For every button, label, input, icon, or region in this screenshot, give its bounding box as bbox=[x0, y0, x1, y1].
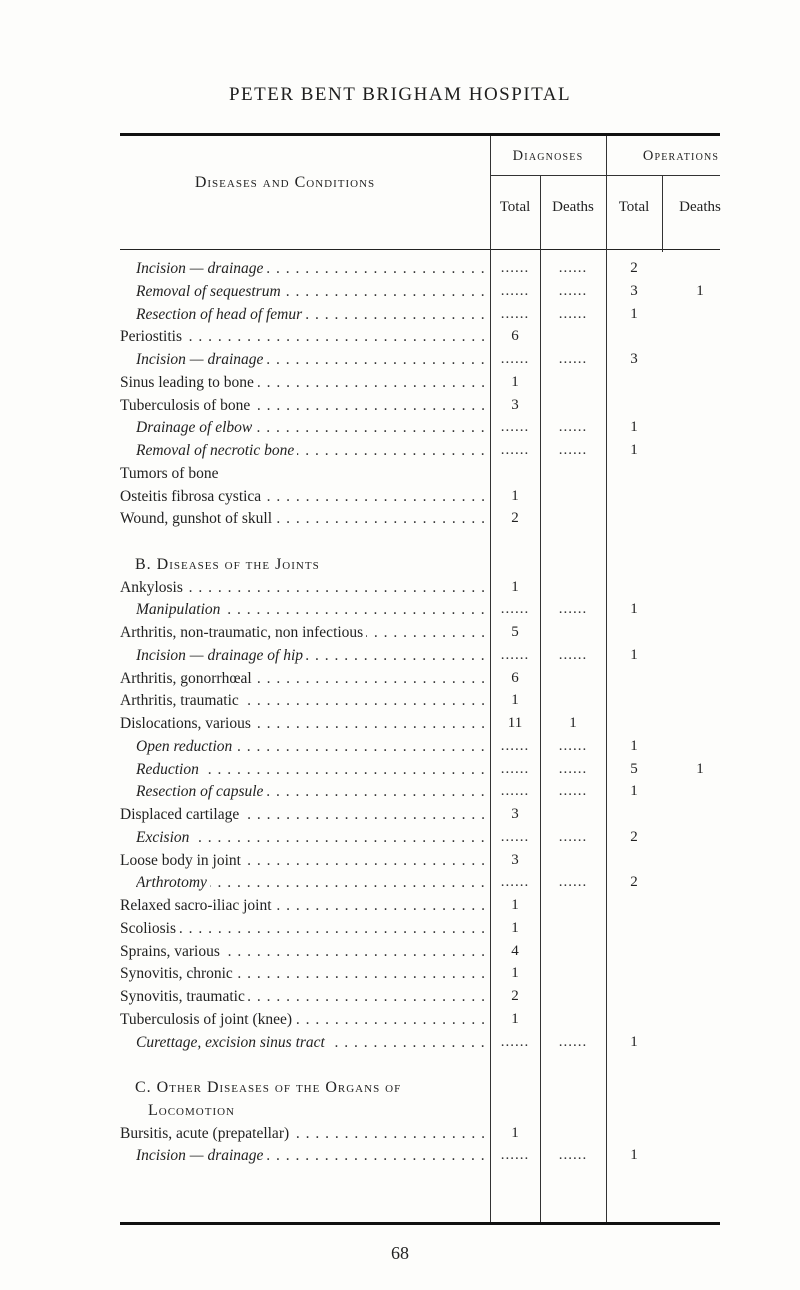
row-label bbox=[120, 485, 490, 508]
op-deaths-cell bbox=[662, 871, 738, 894]
row-label bbox=[136, 439, 490, 462]
row-label-text: C. Other Diseases of the Organs of bbox=[135, 1079, 404, 1096]
op-deaths-cell bbox=[662, 257, 738, 280]
row-label-text: Synovitis, traumatic bbox=[120, 988, 248, 1005]
op-total-cell bbox=[606, 894, 662, 917]
op-total-cell: 1 bbox=[630, 783, 638, 800]
row-label bbox=[136, 280, 490, 303]
table-row bbox=[0, 394, 800, 417]
op-deaths-cell bbox=[662, 803, 738, 826]
col-diag-deaths: Deaths bbox=[552, 199, 594, 215]
row-label-text: Removal of sequestrum bbox=[136, 283, 284, 300]
table-row bbox=[0, 485, 800, 508]
diag-deaths-cell bbox=[540, 325, 606, 348]
row-label bbox=[120, 371, 490, 394]
diag-deaths-cell: ...... bbox=[558, 442, 588, 458]
diag-deaths-cell bbox=[540, 689, 606, 712]
diag-deaths-cell bbox=[540, 917, 606, 940]
table-row bbox=[0, 621, 800, 644]
table-bottom-rule bbox=[120, 1222, 720, 1225]
op-total-cell bbox=[606, 689, 662, 712]
table-row bbox=[0, 712, 800, 735]
row-label bbox=[120, 894, 490, 917]
table-row bbox=[0, 1031, 800, 1054]
diag-total-cell: ...... bbox=[500, 760, 530, 777]
row-label bbox=[120, 917, 490, 940]
table-row bbox=[0, 462, 800, 485]
diag-total-cell: 1 bbox=[511, 897, 519, 913]
diag-deaths-cell: ...... bbox=[558, 419, 588, 436]
op-total-cell bbox=[606, 485, 662, 508]
diag-deaths-cell: ...... bbox=[558, 305, 588, 322]
op-deaths-cell bbox=[662, 576, 738, 599]
col-diag-total: Total bbox=[499, 199, 531, 215]
diag-total-cell: ...... bbox=[500, 282, 530, 299]
row-label bbox=[136, 257, 490, 280]
diag-total-cell: ...... bbox=[500, 828, 530, 845]
table-row bbox=[0, 1122, 800, 1145]
op-total-cell bbox=[606, 962, 662, 985]
row-label-text: Wound, gunshot of skull bbox=[120, 510, 275, 527]
op-total-cell: 1 bbox=[630, 305, 638, 322]
diag-deaths-cell bbox=[540, 1008, 606, 1031]
table-row bbox=[0, 917, 800, 940]
op-total-cell: 1 bbox=[630, 646, 638, 663]
table-top-rule bbox=[120, 133, 720, 136]
row-label-text: Dislocations, various bbox=[120, 715, 254, 732]
op-total-cell: 1 bbox=[630, 1147, 638, 1164]
table-row bbox=[0, 303, 800, 326]
row-label-text: Arthritis, gonorrhœal bbox=[120, 670, 255, 687]
diag-total-cell: 5 bbox=[511, 624, 519, 640]
diag-deaths-cell bbox=[540, 985, 606, 1008]
table-row bbox=[0, 894, 800, 917]
op-deaths-cell bbox=[662, 439, 738, 462]
op-deaths-cell bbox=[662, 1008, 738, 1031]
table-row bbox=[0, 257, 800, 280]
op-deaths-cell bbox=[662, 689, 738, 712]
op-total-cell: 1 bbox=[630, 1033, 638, 1050]
diag-deaths-cell bbox=[540, 940, 606, 963]
op-deaths-cell bbox=[662, 667, 738, 690]
row-label-text: Ankylosis bbox=[120, 579, 186, 596]
row-label-text: Relaxed sacro-iliac joint bbox=[120, 897, 275, 914]
row-label bbox=[136, 303, 490, 326]
diagnoses-header: Diagnoses bbox=[512, 148, 584, 164]
op-deaths-cell bbox=[662, 416, 738, 439]
row-label-text: Curettage, excision sinus tract bbox=[136, 1034, 328, 1051]
operations-subrule bbox=[606, 175, 720, 176]
table-row bbox=[0, 689, 800, 712]
row-label bbox=[136, 598, 490, 621]
diag-deaths-cell: ...... bbox=[558, 1033, 588, 1050]
table-row bbox=[0, 735, 800, 758]
op-deaths-cell bbox=[662, 371, 738, 394]
row-label bbox=[135, 1076, 490, 1099]
op-total-cell: 3 bbox=[630, 282, 638, 299]
op-deaths-cell bbox=[662, 940, 738, 963]
op-total-cell: 1 bbox=[630, 419, 638, 436]
op-total-cell bbox=[606, 712, 662, 735]
diag-deaths-cell bbox=[540, 507, 606, 530]
row-label-text: Periostitis bbox=[120, 328, 185, 345]
diag-deaths-cell bbox=[540, 1122, 606, 1145]
diag-total-cell: ...... bbox=[500, 442, 530, 458]
diag-deaths-cell: ...... bbox=[558, 646, 588, 663]
row-label bbox=[120, 507, 490, 530]
row-label-text: Reduction bbox=[136, 761, 202, 778]
row-label bbox=[120, 962, 490, 985]
row-label-text: Tuberculosis of joint (knee) bbox=[120, 1011, 295, 1028]
section-heading bbox=[0, 1099, 800, 1122]
op-total-cell: 2 bbox=[630, 874, 638, 891]
table-row bbox=[0, 826, 800, 849]
row-label-text: Open reduction bbox=[136, 738, 235, 755]
diag-deaths-cell: ...... bbox=[558, 351, 588, 367]
diag-total-cell: 3 bbox=[511, 806, 519, 822]
row-label-text: Arthritis, non-traumatic, non infectious bbox=[120, 624, 366, 641]
op-total-cell: 1 bbox=[630, 442, 638, 458]
spacer-row bbox=[0, 530, 800, 553]
row-label bbox=[120, 689, 490, 712]
row-label-text: Sprains, various bbox=[120, 943, 223, 960]
diag-total-cell: ...... bbox=[500, 1033, 530, 1050]
op-total-cell bbox=[606, 621, 662, 644]
row-label bbox=[136, 644, 490, 667]
table-row bbox=[0, 598, 800, 621]
diag-deaths-cell: ...... bbox=[558, 783, 588, 800]
op-total-cell: 5 bbox=[630, 760, 638, 777]
op-total-cell bbox=[606, 667, 662, 690]
diag-total-cell: ...... bbox=[500, 601, 530, 618]
diag-deaths-cell bbox=[540, 849, 606, 872]
row-label bbox=[120, 462, 490, 485]
diag-total-cell: 1 bbox=[511, 692, 519, 709]
row-label-text: Manipulation bbox=[136, 601, 223, 618]
op-total-cell: 2 bbox=[630, 260, 638, 276]
op-total-cell bbox=[606, 1122, 662, 1145]
diag-total-cell: ...... bbox=[500, 351, 530, 367]
op-total-cell: 2 bbox=[630, 828, 638, 845]
diag-total-cell: 11 bbox=[507, 715, 523, 731]
row-label-text: Osteitis fibrosa cystica bbox=[120, 488, 264, 505]
op-deaths-cell bbox=[662, 826, 738, 849]
row-label bbox=[136, 416, 490, 439]
diag-deaths-cell bbox=[540, 485, 606, 508]
diag-deaths-cell bbox=[540, 576, 606, 599]
row-label-text: Excision bbox=[136, 829, 192, 846]
table-row bbox=[0, 439, 800, 462]
table-row bbox=[0, 416, 800, 439]
spacer-row bbox=[0, 1053, 800, 1076]
op-deaths-cell: 1 bbox=[696, 282, 704, 299]
op-deaths-cell bbox=[662, 849, 738, 872]
row-label bbox=[120, 1008, 490, 1031]
row-label bbox=[120, 394, 490, 417]
op-total-cell: 3 bbox=[630, 351, 638, 367]
diag-total-cell: ...... bbox=[500, 874, 530, 891]
table-row bbox=[0, 849, 800, 872]
op-total-cell bbox=[606, 371, 662, 394]
op-total-cell bbox=[606, 940, 662, 963]
diagnoses-subrule bbox=[490, 175, 606, 176]
row-label bbox=[120, 576, 490, 599]
diag-deaths-cell bbox=[540, 803, 606, 826]
row-label bbox=[120, 1122, 490, 1145]
page-header: PETER BENT BRIGHAM HOSPITAL bbox=[228, 84, 572, 105]
op-total-cell: 1 bbox=[630, 601, 638, 618]
diag-deaths-cell bbox=[540, 667, 606, 690]
diag-deaths-cell bbox=[540, 962, 606, 985]
table-row bbox=[0, 871, 800, 894]
op-deaths-cell: 1 bbox=[696, 760, 704, 777]
row-label bbox=[136, 780, 490, 803]
diag-deaths-cell bbox=[540, 371, 606, 394]
row-label-text: Loose body in joint bbox=[120, 852, 244, 869]
op-deaths-cell bbox=[662, 507, 738, 530]
row-label-text: Locomotion bbox=[148, 1102, 238, 1119]
diag-total-cell: 1 bbox=[511, 373, 519, 390]
table-row bbox=[0, 371, 800, 394]
diag-deaths-cell: ...... bbox=[558, 260, 588, 276]
op-deaths-cell bbox=[662, 621, 738, 644]
op-deaths-cell bbox=[662, 598, 738, 621]
diag-total-cell: ...... bbox=[500, 737, 530, 754]
col-op-total: Total bbox=[618, 199, 650, 215]
op-total-cell bbox=[606, 576, 662, 599]
table-row bbox=[0, 576, 800, 599]
row-label-text: Displaced cartilage bbox=[120, 806, 242, 823]
diag-total-cell: ...... bbox=[500, 260, 530, 276]
table-row bbox=[0, 507, 800, 530]
row-label-text: Sinus leading to bone bbox=[120, 374, 257, 391]
row-label bbox=[136, 871, 490, 894]
table-row bbox=[0, 803, 800, 826]
table-row bbox=[0, 780, 800, 803]
op-total-cell bbox=[606, 325, 662, 348]
op-deaths-cell bbox=[662, 644, 738, 667]
diag-deaths-cell bbox=[540, 621, 606, 644]
row-label-text: Resection of capsule bbox=[136, 783, 266, 800]
diag-total-cell: 3 bbox=[511, 396, 519, 413]
op-deaths-cell bbox=[662, 1144, 738, 1167]
diag-total-cell: 2 bbox=[511, 510, 519, 527]
row-label bbox=[148, 1099, 490, 1122]
op-deaths-cell bbox=[662, 985, 738, 1008]
row-label bbox=[136, 735, 490, 758]
diag-total-cell: 1 bbox=[511, 965, 519, 982]
row-label-text: Removal of necrotic bone bbox=[136, 442, 297, 459]
diag-total-cell: ...... bbox=[500, 783, 530, 800]
op-deaths-cell bbox=[662, 735, 738, 758]
diag-deaths-cell: ...... bbox=[558, 828, 588, 845]
op-total-cell bbox=[606, 985, 662, 1008]
diag-total-cell: 1 bbox=[511, 1010, 519, 1027]
diag-total-cell: 6 bbox=[511, 669, 519, 686]
diag-total-cell: ...... bbox=[500, 305, 530, 322]
op-deaths-cell bbox=[662, 1031, 738, 1054]
row-label-text: Resection of head of femur bbox=[136, 306, 305, 323]
operations-header: Operations bbox=[642, 148, 720, 164]
op-deaths-cell bbox=[662, 325, 738, 348]
row-label-text: Drainage of elbow bbox=[136, 419, 255, 436]
op-deaths-cell bbox=[662, 780, 738, 803]
row-label bbox=[136, 1031, 490, 1054]
col-op-deaths: Deaths bbox=[679, 199, 721, 215]
table-row bbox=[0, 758, 800, 781]
row-label bbox=[120, 325, 490, 348]
stub-header: Diseases and Conditions bbox=[194, 174, 376, 191]
row-label-text: Incision — drainage bbox=[136, 260, 266, 277]
row-label-text: Arthritis, traumatic bbox=[120, 692, 242, 709]
diag-total-cell: 6 bbox=[511, 328, 519, 345]
op-total-cell bbox=[606, 917, 662, 940]
row-label bbox=[120, 667, 490, 690]
diag-total-cell: 4 bbox=[511, 942, 519, 959]
row-label bbox=[120, 621, 490, 644]
diag-total-cell: 1 bbox=[511, 578, 519, 595]
table-row bbox=[0, 667, 800, 690]
diag-total-cell: 1 bbox=[511, 1124, 519, 1141]
op-deaths-cell bbox=[662, 712, 738, 735]
op-total-cell: 1 bbox=[630, 737, 638, 754]
table-row bbox=[0, 962, 800, 985]
diag-total-cell: 1 bbox=[511, 487, 519, 504]
row-label-text: Tumors of bone bbox=[120, 465, 221, 482]
table-row bbox=[0, 644, 800, 667]
op-deaths-cell bbox=[662, 894, 738, 917]
table-row bbox=[0, 280, 800, 303]
row-label bbox=[120, 985, 490, 1008]
diag-deaths-cell: 1 bbox=[569, 715, 577, 731]
diag-total-cell: 3 bbox=[511, 851, 519, 868]
diag-total-cell: 2 bbox=[511, 988, 519, 1004]
row-label bbox=[136, 1144, 490, 1167]
page-number: 68 bbox=[391, 1243, 409, 1263]
row-label-text: Scoliosis bbox=[120, 920, 179, 937]
diag-deaths-cell bbox=[540, 394, 606, 417]
op-deaths-cell bbox=[662, 394, 738, 417]
op-deaths-cell bbox=[662, 303, 738, 326]
op-total-cell bbox=[606, 394, 662, 417]
row-label bbox=[120, 849, 490, 872]
row-label-text: Incision — drainage bbox=[136, 351, 266, 368]
row-label bbox=[120, 712, 490, 735]
op-deaths-cell bbox=[662, 917, 738, 940]
row-label bbox=[136, 758, 490, 781]
row-label-text: Bursitis, acute (prepatellar) bbox=[120, 1125, 292, 1142]
diag-deaths-cell bbox=[540, 894, 606, 917]
row-label-text: Incision — drainage of hip bbox=[136, 647, 306, 664]
diag-deaths-cell: ...... bbox=[558, 1147, 588, 1164]
diag-deaths-cell: ...... bbox=[558, 601, 588, 618]
diag-total-cell: ...... bbox=[500, 419, 530, 436]
diag-total-cell: ...... bbox=[500, 1147, 530, 1164]
diag-total-cell: ...... bbox=[500, 646, 530, 663]
op-deaths-cell bbox=[662, 348, 738, 371]
section-heading bbox=[0, 1076, 800, 1099]
section-heading bbox=[0, 553, 800, 576]
row-label-text: Incision — drainage bbox=[136, 1147, 266, 1164]
op-deaths-cell bbox=[662, 962, 738, 985]
table-row bbox=[0, 985, 800, 1008]
diag-total-cell: 1 bbox=[511, 919, 519, 936]
table-row bbox=[0, 1144, 800, 1167]
row-label bbox=[120, 940, 490, 963]
op-total-cell bbox=[606, 1008, 662, 1031]
op-total-cell bbox=[606, 803, 662, 826]
row-label-text: Tuberculosis of bone bbox=[120, 397, 253, 414]
row-label bbox=[136, 826, 490, 849]
diag-deaths-cell: ...... bbox=[558, 760, 588, 777]
table-row bbox=[0, 348, 800, 371]
op-deaths-cell bbox=[662, 485, 738, 508]
op-total-cell bbox=[606, 507, 662, 530]
row-label-text: Synovitis, chronic bbox=[120, 965, 236, 982]
diag-deaths-cell: ...... bbox=[558, 874, 588, 891]
row-label bbox=[136, 348, 490, 371]
row-label-text: Arthrotomy bbox=[136, 874, 210, 891]
table-row bbox=[0, 1008, 800, 1031]
table-row bbox=[0, 325, 800, 348]
diag-deaths-cell: ...... bbox=[558, 282, 588, 299]
table-header-rule bbox=[120, 249, 720, 250]
diag-deaths-cell: ...... bbox=[558, 737, 588, 754]
op-total-cell bbox=[606, 849, 662, 872]
row-label bbox=[120, 803, 490, 826]
row-label-text: B. Diseases of the Joints bbox=[135, 556, 323, 573]
row-label bbox=[135, 553, 490, 576]
table-row bbox=[0, 940, 800, 963]
op-deaths-cell bbox=[662, 1122, 738, 1145]
